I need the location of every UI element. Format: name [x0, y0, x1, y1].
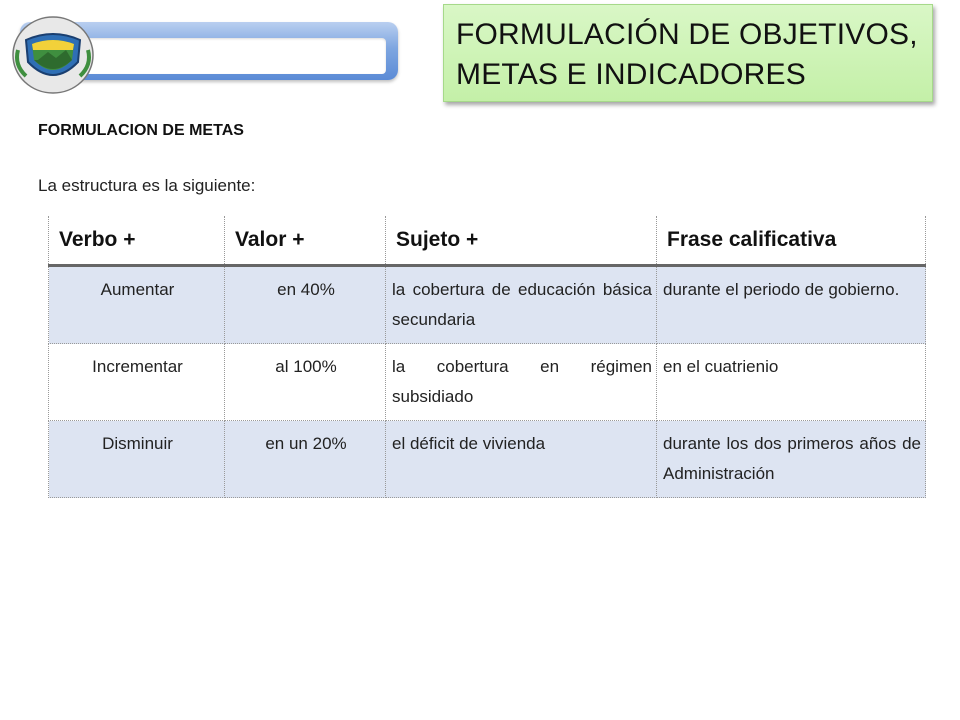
- cell-valor: en un 20%: [225, 421, 386, 498]
- cell-sujeto: la cobertura de educación básica secundaria: [386, 266, 657, 344]
- cell-valor: en 40%: [225, 266, 386, 344]
- table-row: [49, 266, 926, 344]
- cell-frase: en el cuatrienio: [657, 344, 926, 421]
- cell-frase: durante el periodo de gobierno.: [657, 266, 926, 344]
- cell-valor: al 100%: [225, 344, 386, 421]
- cell-verbo: Incrementar: [49, 344, 225, 421]
- cell-sujeto: la cobertura en régimen subsidiado: [386, 344, 657, 421]
- municipal-shield-logo-icon: [8, 10, 98, 100]
- cell-sujeto: el déficit de vivienda: [386, 421, 657, 498]
- cell-frase: durante los dos primeros años de Administración: [657, 421, 926, 498]
- table-header-row: [49, 216, 926, 266]
- table-row: [49, 344, 926, 421]
- goals-structure-table: [48, 216, 926, 498]
- column-header-valor: Valor +: [225, 216, 386, 266]
- cell-verbo: Aumentar: [49, 266, 225, 344]
- column-header-verbo: Verbo +: [49, 216, 225, 266]
- section-heading: FORMULACION DE METAS: [38, 122, 244, 139]
- slide-title-line-2: METAS E INDICADORES: [456, 58, 806, 91]
- slide-title-box: [443, 4, 933, 102]
- header-decoration-inset: [50, 38, 386, 74]
- slide-title-line-1: FORMULACIÓN DE OBJETIVOS,: [456, 18, 918, 51]
- table-row: [49, 421, 926, 498]
- column-header-frase: Frase calificativa: [657, 216, 926, 266]
- cell-verbo: Disminuir: [49, 421, 225, 498]
- intro-text: La estructura es la siguiente:: [38, 176, 256, 195]
- column-header-sujeto: Sujeto +: [386, 216, 657, 266]
